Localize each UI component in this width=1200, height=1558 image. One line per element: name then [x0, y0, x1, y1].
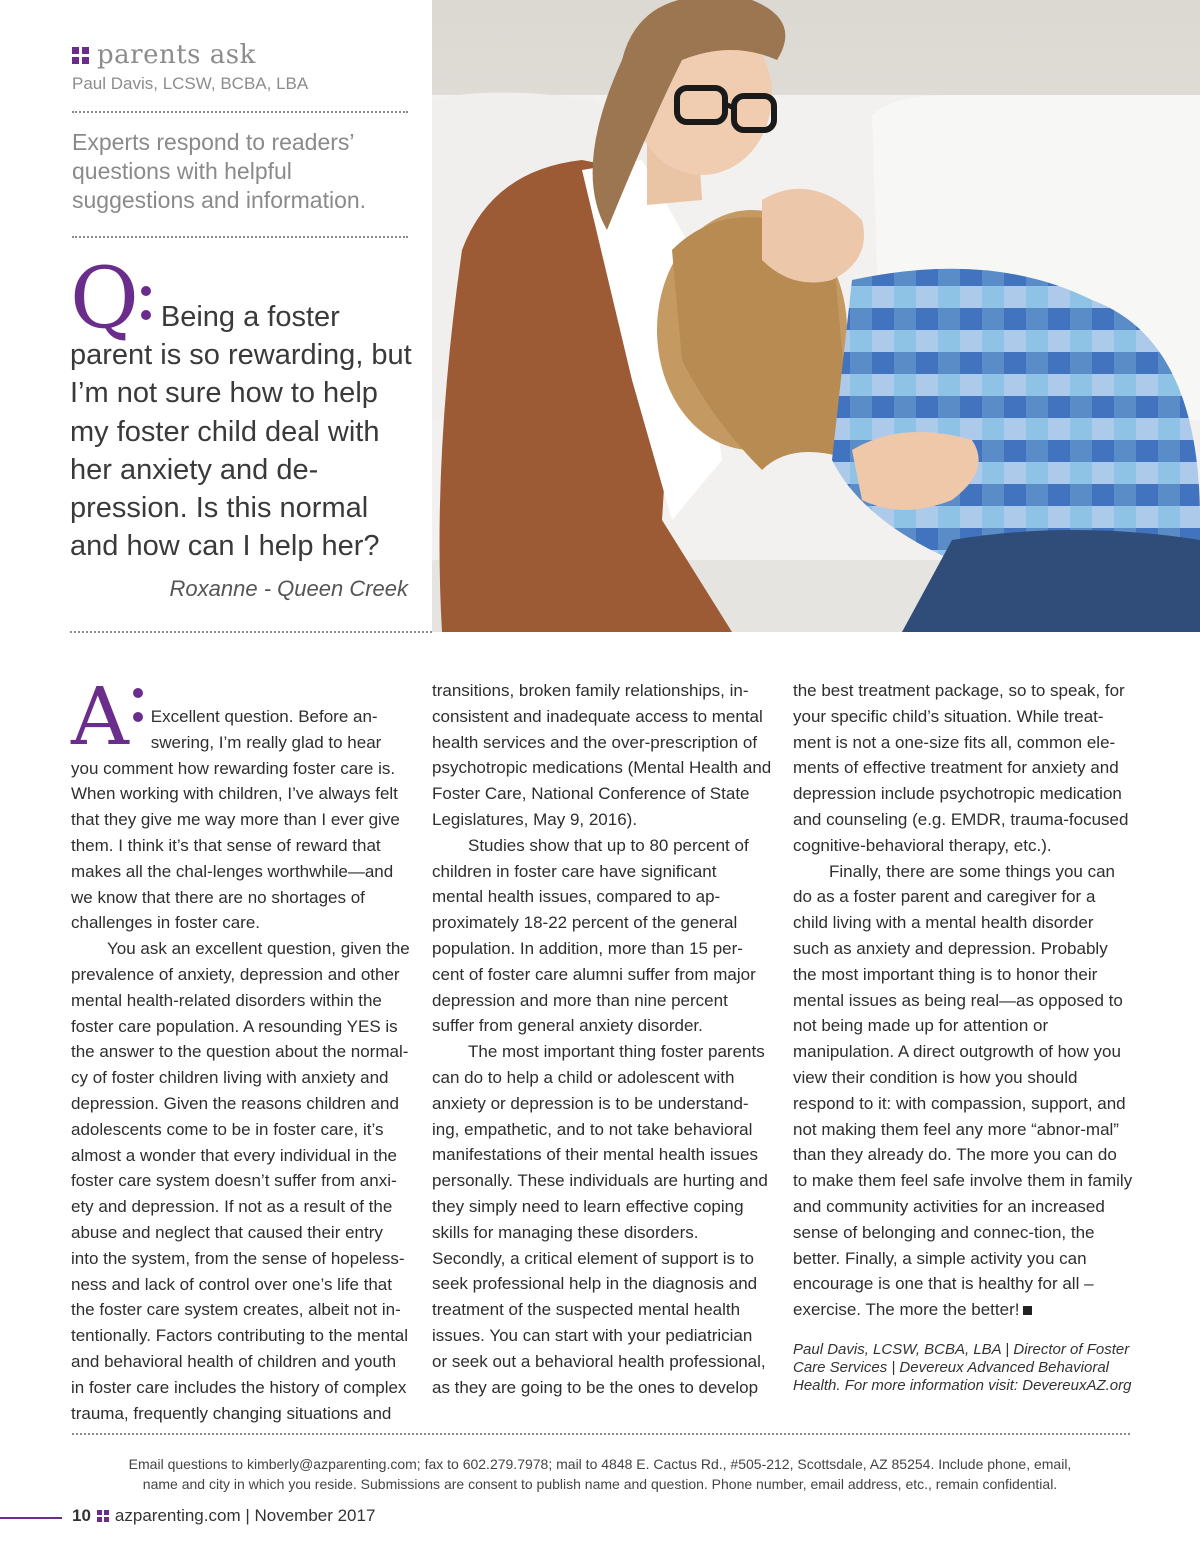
- site-and-date: azparenting.com | November 2017: [114, 1506, 376, 1525]
- colon-dots-icon: [133, 688, 145, 736]
- answer-initial: A: [71, 670, 129, 763]
- answer-paragraph: the best treatment package, so to speak, for your specific child’s situation. While treat-ment is not a one-size fits all, common ele-ments of effective treatment for anxiety and depression include psychotropic medication and counseling (e.g. EMDR, trauma-focused cognitive-behavioral therapy, etc.).: [793, 681, 1129, 855]
- page-folio: [72, 1506, 375, 1526]
- grid-squares-icon: [97, 1510, 109, 1522]
- answer-paragraph: transitions, broken family relationships, in-consistent and inadequate access to mental health services and the over-prescription of psychotropic medications (Mental Health and Foster Care, National Conference of State Legislatures, May 9, 2016).: [432, 681, 772, 829]
- answer-paragraph: [793, 859, 1133, 1323]
- question-block: [70, 249, 420, 565]
- author-credit: Paul Davis, LCSW, BCBA, LBA | Director of Foster Care Services | Devereux Advanced Behavioral Health. For more information visit: DevereuxAZ.org: [793, 1340, 1132, 1394]
- answer-column-3: [793, 678, 1133, 1395]
- answer-column-1: [71, 670, 411, 1426]
- page-number: 10: [72, 1506, 91, 1525]
- answer-paragraph-text: Finally, there are some things you can do as a foster parent and caregiver for a child living with a mental health disorder such as anxiety and depression. Probably the most important thing is to honor their mental issues as being real—as opposed to not being made up for attention or manipulation. A direct outgrowth of how you view their condition is how you should respond to it: with compassion, support, and not making them feel any more “abnor-mal” than they already do. The more you can do to make them feel safe involve them in family and community activities for an increased sense of belonging and connec-tion, the better. Finally, a simple activity you can encourage is one that is healthy for all – exercise. The more the better!: [793, 861, 1133, 1320]
- colon-dots-icon: [141, 286, 153, 334]
- section-title: [72, 40, 256, 70]
- author-byline: Paul Davis, LCSW, BCBA, LBA: [72, 74, 309, 93]
- dotted-divider: [72, 1433, 1130, 1435]
- intro-text: Experts respond to readers’ questions with helpful suggestions and information.: [72, 129, 367, 213]
- page-rule: [0, 1517, 62, 1519]
- section-header: [72, 40, 256, 70]
- question-initial: Q: [70, 249, 139, 347]
- answer-paragraph: The most important thing foster parents can do to help a child or adolescent with anxiety or depression is to be understand-ing, empathetic, and to not take behavioral manifestations of their mental health issues personally. These individuals are hurting and they simply need to learn effective coping skills for managing these disorders. Secondly, a critical element of support is to seek professional help in the diagnosis and treatment of the suspected mental health issues. You can start with your pediatrician or seek out a behavioral health professional, as they are going to be the ones to develop: [432, 1042, 768, 1397]
- grid-squares-icon: [72, 47, 89, 64]
- dotted-divider: [72, 111, 408, 113]
- answer-paragraph: You ask an excellent question, given the prevalence of anxiety, depression and other mental health-related disorders within the foster care population. A resounding YES is the answer to the question about the normal-cy of foster children living with anxiety and depression. Given the reasons children and adolescents come to be in foster care, it’s almost a wonder that every individual in the foster care system doesn’t suffer from anxi-ety and depression. If not as a result of the abuse and neglect that caused their entry into the system, from the sense of hopeless-ness and lack of control over one’s life that the foster care system creates, albeit not in-tentionally. Factors contributing to the mental and behavioral health of children and youth in foster care includes the history of complex trauma, frequently changing situations and: [71, 939, 410, 1423]
- answer-paragraph: Excellent question. Before an-swering, I’m really glad to hear you comment how rewarding foster care is. When working with children, I’ve always felt that they give me way more than I ever give them. I think it’s that sense of reward that makes all the chal-lenges worthwhile—and we know that there are no shortages of challenges in foster care.: [71, 707, 400, 933]
- answer-column-2: [432, 678, 772, 1400]
- section-name: parents ask: [97, 40, 256, 70]
- answer-paragraph: Studies show that up to 80 percent of children in foster care have significant mental health issues, compared to ap-proximately 18-22 percent of the general population. In addition, more than 15 per-cent of foster care alumni suffer from major depression and more than nine percent suffer from general anxiety disorder.: [432, 835, 756, 1036]
- end-mark-icon: [1023, 1306, 1032, 1315]
- dotted-divider: [70, 631, 432, 633]
- question-text: Being a foster parent is so rewarding, but I’m not sure how to help my foster child deal with her anxiety and de-pression. Is this normal and how can I help her?: [70, 301, 412, 563]
- dotted-divider: [72, 236, 408, 238]
- submission-note-line: Email questions to kimberly@azparenting.com; fax to 602.279.7978; mail to 4848 E. Cactus Rd., #505-212, Scottsdale, AZ 85254. Include phone, email,: [128, 1456, 1072, 1472]
- submission-note: [120, 1454, 1080, 1494]
- hero-photo: [432, 0, 1200, 632]
- question-asker: Roxanne - Queen Creek: [169, 576, 408, 601]
- submission-note-line: name and city in which you reside. Submissions are consent to publish name and question. Phone number, email address, etc., remain confidential.: [142, 1476, 1058, 1492]
